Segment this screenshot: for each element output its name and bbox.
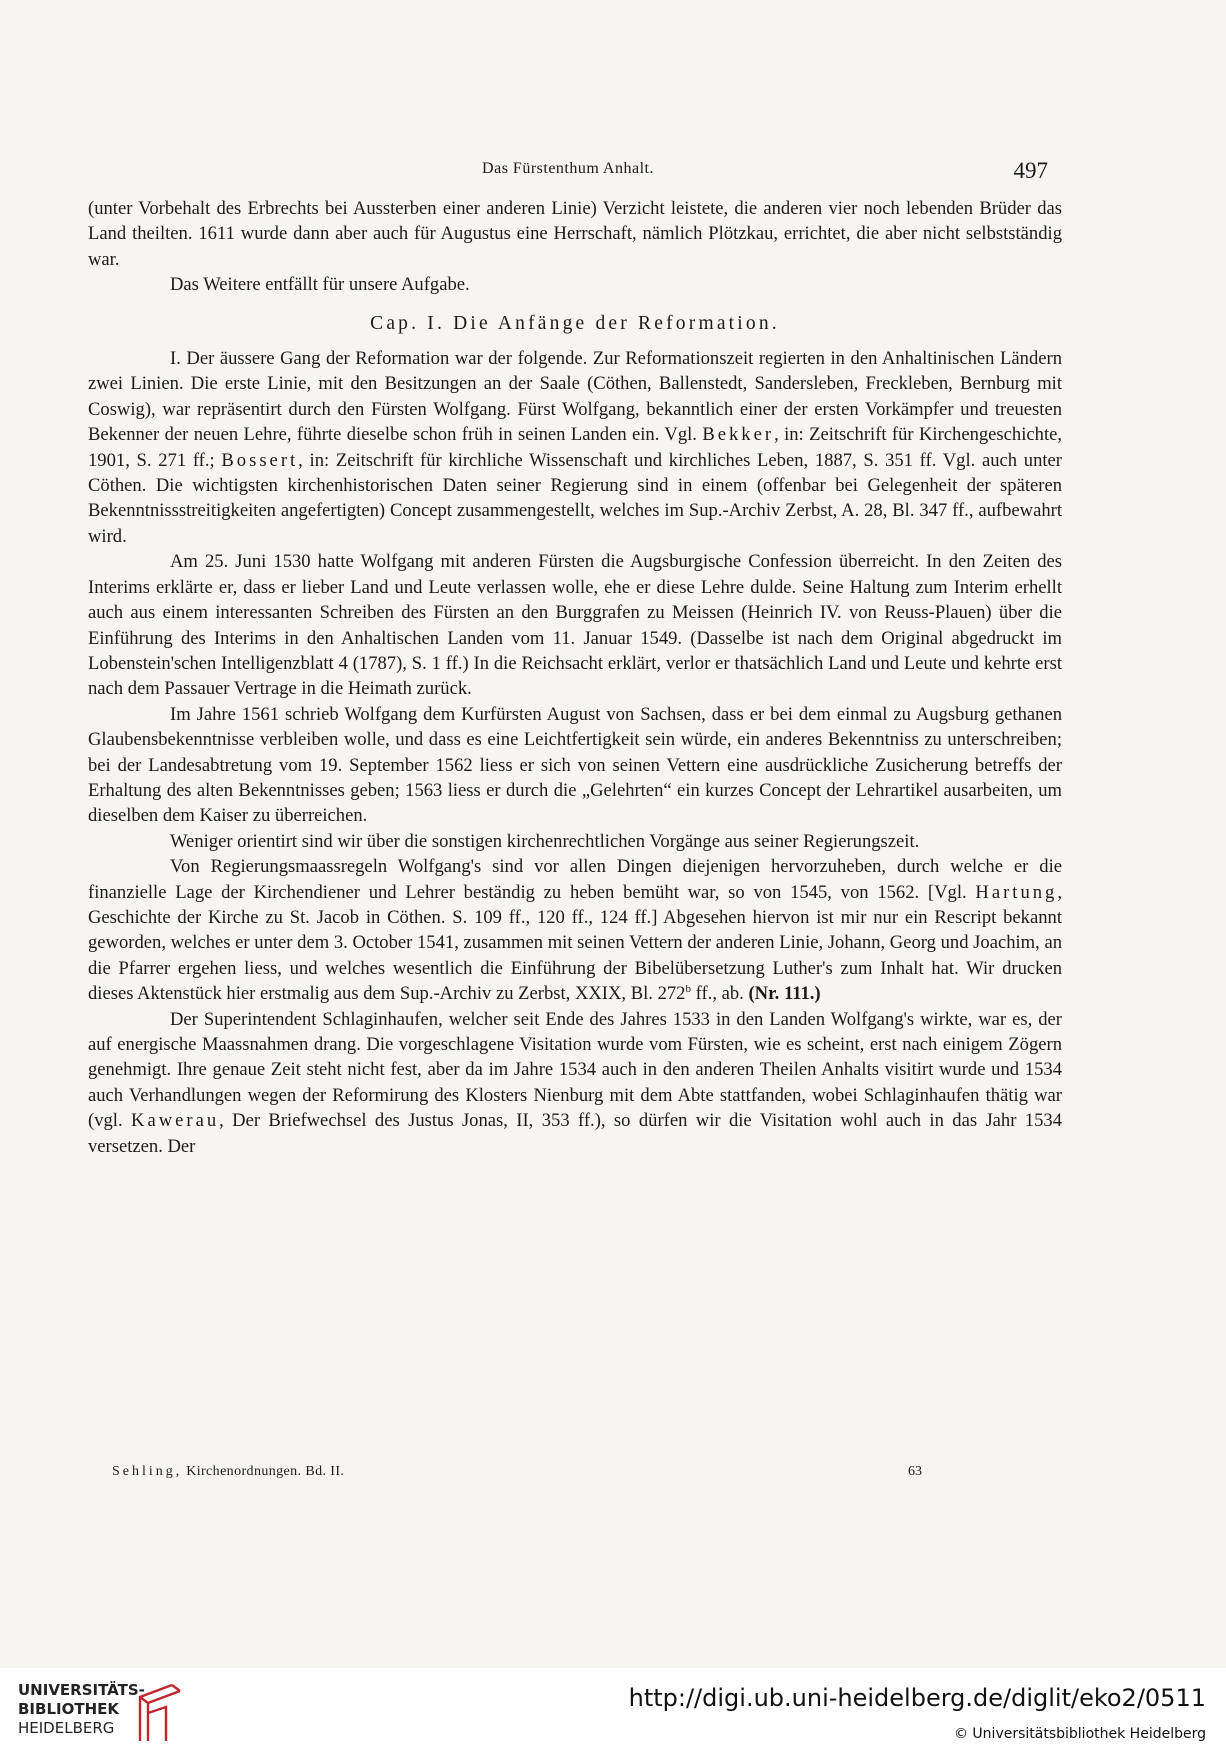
document-reference: (Nr. 111.) (748, 983, 821, 1005)
paragraph-schlaginhaufen: Der Superintendent Schlaginhaufen, welcher seit Ende des Jahres 1533 in den Landen Wolfgang's wirkte, war es, der auf energische Maassnahmen drang. Die vorgeschlagene Visitation wurde vom Fürsten, wie es scheint, erst nach einigem Zögern genehmigt. Ihre genaue Zeit steht nicht fest, aber da im Jahre 1534 auch in den anderen Theilen Anhalts visitirt wurde und 1534 auch Verhandlungen wegen der Reformirung des Klosters Nienburg mit dem Abte stattfanden, wobei Schlaginhaufen thätig war (vgl. Kawerau, Der Briefwechsel des Justus Jonas, II, 353 ff.), so dürfen wir die Visitation wohl auch in das Jahr 1534 versetzen. Der (88, 1008, 1062, 1157)
paragraph-augsburg-1530: Am 25. Juni 1530 hatte Wolfgang mit anderen Fürsten die Augsburgische Confession überreicht. In den Zeiten des Interims erklärte er, dass er lieber Land und Leute verlassen wolle, ehe er diese Lehre dulde. Seine Haltung zum Interim erhellt auch aus einem interessanten Schreiben des Fürsten an den Burggrafen zu Meissen (Heinrich IV. von Reuss-Plauen) über die Einführung des Interims in den Anhaltischen Landen vom 11. Januar 1549. (Dasselbe ist nach dem Original abgedruckt im Lobenstein'schen Intelligenzblatt 4 (1787), S. 1 ff.) In die Reichsacht erklärt, verlor er thatsächlich Land und Leute und kehrte erst nach dem Passauer Vertrage in die Heimath zurück. (88, 551, 1062, 700)
author-name-bekker: Bekker (702, 424, 775, 446)
sheet-signature: 63 (908, 1464, 922, 1479)
running-title: Das Fürstenthum Anhalt. (482, 160, 654, 177)
library-emblem-icon (126, 1683, 186, 1743)
paragraph-weitere: Das Weitere entfällt für unsere Aufgabe. (170, 274, 470, 296)
paragraph-continuation: (unter Vorbehalt des Erbrechts bei Aussterben einer anderen Linie) Verzicht leistete, die anderen vier noch lebenden Brüder das Land theilten. 1611 wurde dann aber auch für Augustus eine Herrschaft, nämlich Plötzkau, errichtet, die aber nicht selbstständig war. (88, 198, 1062, 270)
body-text (88, 196, 1062, 1159)
page-footer (112, 1464, 922, 1484)
permalink-url[interactable]: http://digi.ub.uni-heidelberg.de/diglit/eko2/0511 (628, 1684, 1206, 1712)
paragraph-1561: Im Jahre 1561 schrieb Wolfgang dem Kurfürsten August von Sachsen, dass er bei dem einmal zu Augsburg gethanen Glaubensbekenntnisse verbleiben wolle, und dass es eine Leichtfertigkeit sein würde, ein anderes Bekenntniss zu unterschreiben; bei der Landesabtretung vom 19. September 1562 liess er sich von seinen Vettern eine ausdrückliche Zusicherung betreffs der Erhaltung des alten Bekenntnisses geben; 1563 liess er durch die „Gelehrten“ ein kurzes Concept der Lehrartikel ausarbeiten, um dieselben dem Kaiser zu überreichen. (88, 703, 1062, 827)
paragraph-weniger: Weniger orientirt sind wir über die sonstigen kirchenrechtlichen Vorgänge aus seiner Regierungszeit. (170, 830, 920, 852)
superscript: b (685, 983, 691, 995)
library-logo[interactable] (18, 1681, 193, 1745)
chapter-heading: Cap. I. Die Anfänge der Reformation. (370, 312, 780, 334)
copyright-notice: © Universitätsbibliothek Heidelberg (953, 1726, 1206, 1742)
paragraph-regierungsmaassregeln: Von Regierungsmaassregeln Wolfgang's sind vor allen Dingen diejenigen hervorzuheben, durch welche er die finanzielle Lage der Kirchendiener und Lehrer beständig zu heben bemüht war, so von 1545, von 1562. [Vgl. Hartung, Geschichte der Kirche zu St. Jacob in Cöthen. S. 109 ff., 120 ff., 124 ff.] Abgesehen hiervon ist mir nur ein Rescript bekannt geworden, welches er unter dem 3. October 1541, zusammen mit seinen Vettern der anderen Linie, Johann, Georg und Joachim, an die Pfarrer ergehen liess, und welches wesentlich die Einführung der Bibelübersetzung Luther's zum Inhalt hat. Wir drucken dieses Aktenstück hier erstmalig aus dem Sup.-Archiv zu Zerbst, XXIX, Bl. 272$^b$ ff., ab. (Nr. 111.) (88, 856, 1062, 1005)
footer-author: Sehling, (112, 1464, 183, 1479)
footer-citation (112, 1464, 344, 1480)
author-name-kawerau: Kawerau (131, 1110, 220, 1132)
running-head (88, 158, 1048, 188)
author-name-hartung: Hartung (975, 881, 1058, 903)
library-name: UNIVERSITÄTS- BIBLIOTHEK HEIDELBERG (18, 1681, 145, 1737)
library-bar (0, 1668, 1226, 1757)
author-name-bossert: Bossert (221, 449, 299, 471)
footer-work: Kirchenordnungen. Bd. II. (186, 1464, 345, 1479)
page-number: 497 (1013, 158, 1048, 183)
paragraph-aeussere-gang: I. Der äussere Gang der Reformation war der folgende. Zur Reformationszeit regierten in den Anhaltinischen Ländern zwei Linien. Die erste Linie, mit den Besitzungen an der Saale (Cöthen, Ballenstedt, Sandersleben, Freckleben, Bernburg mit Coswig), war repräsentirt durch den Fürsten Wolfgang. Fürst Wolfgang, bekanntlich einer der ersten Vorkämpfer und treuesten Bekenner der neuen Lehre, führte dieselbe schon früh in seinen Landen ein. Vgl. Bekker, in: Zeitschrift für Kirchengeschichte, 1901, S. 271 ff.; Bossert, in: Zeitschrift für kirchliche Wissenschaft und kirchliches Leben, 1887, S. 351 ff. Vgl. auch unter Cöthen. Die wichtigsten kirchenhistorischen Daten seiner Regierung sind in einem (offenbar bei Gelegenheit der späteren Bekenntnissstreitigkeiten angefertigten) Concept zusammengestellt, welches im Sup.-Archiv Zerbst, A. 28, Bl. 347 ff., aufbewahrt wird. (88, 348, 1063, 547)
